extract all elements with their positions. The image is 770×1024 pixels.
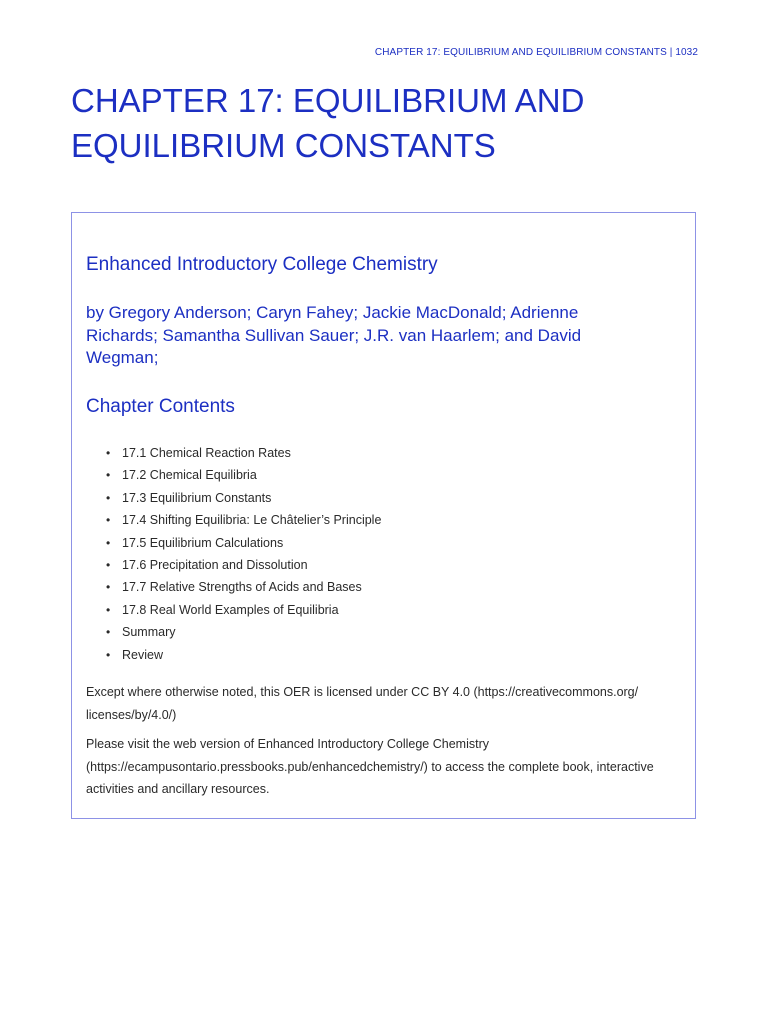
license-notice: [86, 681, 686, 726]
contents-item[interactable]: [106, 576, 381, 598]
contents-item[interactable]: [106, 554, 381, 576]
chapter-title-line-2: EQUILIBRIUM CONSTANTS: [71, 127, 496, 164]
contents-item[interactable]: [106, 599, 381, 621]
license-line-1[interactable]: Except where otherwise noted, this OER is licensed under CC BY 4.0 (https://creativecommons.org/: [86, 685, 639, 699]
license-line-2[interactable]: licenses/by/4.0/): [86, 707, 177, 722]
contents-item-label: 17.6 Precipitation and Dissolution: [122, 557, 308, 572]
visit-line-3: activities and ancillary resources.: [86, 782, 270, 796]
authors-line-2: Richards; Samantha Sullivan Sauer; J.R. van Haarlem; and David: [86, 325, 582, 345]
contents-item[interactable]: [106, 532, 381, 554]
bullet-icon: •: [106, 580, 111, 595]
bullet-icon: •: [106, 535, 111, 550]
contents-item[interactable]: [106, 442, 381, 464]
running-header: CHAPTER 17: EQUILIBRIUM AND EQUILIBRIUM CONSTANTS | 1032: [374, 47, 698, 58]
contents-item[interactable]: [106, 509, 381, 531]
bullet-icon: •: [106, 647, 111, 662]
contents-item[interactable]: [106, 644, 381, 666]
contents-item[interactable]: [106, 464, 381, 486]
contents-item-label: 17.4 Shifting Equilibria: Le Châtelier’s Principle: [122, 513, 382, 528]
chapter-title-line-1: CHAPTER 17: EQUILIBRIUM AND: [71, 82, 585, 119]
chapter-contents-heading: Chapter Contents: [86, 396, 235, 417]
bullet-icon: •: [106, 513, 111, 528]
visit-line-2[interactable]: (https://ecampusontario.pressbooks.pub/enhancedchemistry/) to access the complete book, interactive: [86, 759, 654, 774]
contents-item-label: 17.7 Relative Strengths of Acids and Bases: [122, 580, 362, 595]
bullet-icon: •: [106, 490, 111, 505]
contents-item-label: 17.5 Equilibrium Calculations: [122, 535, 284, 550]
contents-item-label: Summary: [122, 625, 176, 640]
bullet-icon: •: [106, 557, 111, 572]
web-version-notice: [86, 733, 686, 801]
contents-item-label: 17.8 Real World Examples of Equilibria: [122, 602, 339, 617]
contents-item[interactable]: [106, 487, 381, 509]
bullet-icon: •: [106, 446, 111, 460]
book-title: Enhanced Introductory College Chemistry: [86, 254, 438, 275]
visit-line-1: Please visit the web version of Enhanced Introductory College Chemistry: [86, 737, 489, 751]
contents-item-label: 17.1 Chemical Reaction Rates: [122, 446, 291, 460]
bullet-icon: •: [106, 468, 111, 483]
contents-item-label: Review: [122, 647, 163, 662]
chapter-title: [71, 78, 711, 168]
authors-line-1: by Gregory Anderson; Caryn Fahey; Jackie MacDonald; Adrienne: [86, 303, 579, 322]
bullet-icon: •: [106, 625, 111, 640]
contents-item-label: 17.2 Chemical Equilibria: [122, 468, 257, 483]
contents-item-label: 17.3 Equilibrium Constants: [122, 490, 272, 505]
authors-line-3: Wegman;: [86, 348, 159, 367]
contents-item[interactable]: [106, 621, 381, 643]
chapter-contents-list: [106, 442, 381, 666]
bullet-icon: •: [106, 602, 111, 617]
authors: [86, 302, 646, 370]
